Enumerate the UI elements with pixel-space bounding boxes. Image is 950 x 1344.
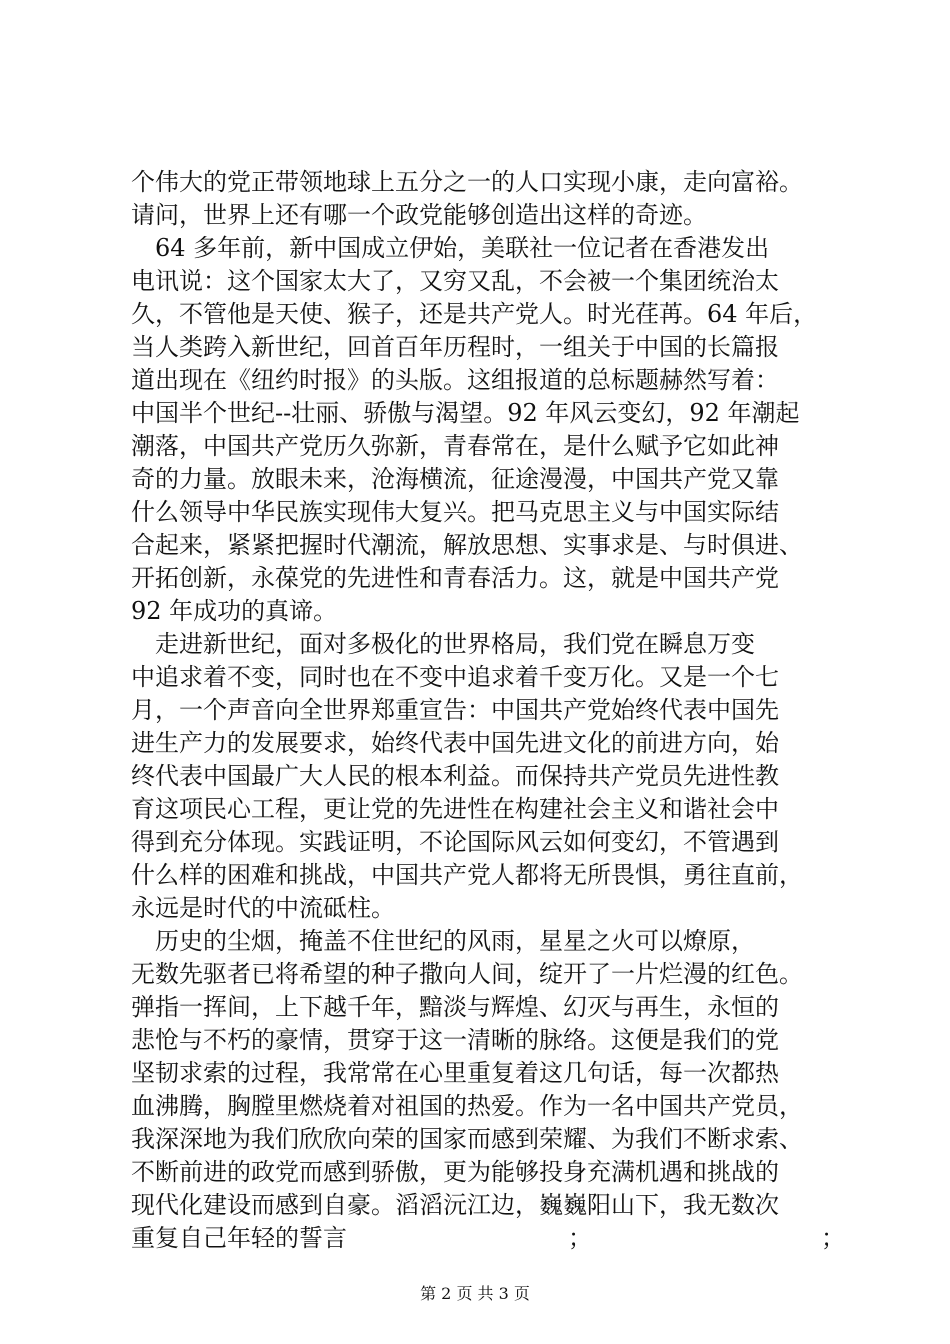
text-line: 开拓创新，永葆党的先进性和青春活力。这，就是中国共产党: [131, 564, 779, 592]
text-line: 现代化建设而感到自豪。滔滔沅江边，巍巍阳山下，我无数次: [131, 1191, 779, 1219]
text-line: 得到充分体现。实践证明，不论国际风云如何变幻，不管遇到: [131, 828, 779, 856]
text-line: 道出现在《纽约时报》的头版。这组报道的总标题赫然写着：: [131, 366, 779, 394]
text-line: 月，一个声音向全世界郑重宣告：中国共产党始终代表中国先: [131, 696, 779, 724]
text-line: 请问，世界上还有哪一个政党能够创造出这样的奇迹。: [131, 201, 707, 229]
text-line: 奇的力量。放眼未来，沧海横流，征途漫漫，中国共产党又靠: [131, 465, 779, 493]
text-line: 电讯说：这个国家太大了，又穷又乱，不会被一个集团统治太: [131, 267, 779, 295]
page-footer: [0, 1284, 950, 1304]
last-text-line: [131, 1222, 845, 1255]
text-line: 走进新世纪，面对多极化的世界格局，我们党在瞬息万变: [131, 630, 755, 658]
page-number-label: 第 2 页 共 3 页: [420, 1284, 530, 1303]
text-line: 我深深地为我们欣欣向荣的国家而感到荣耀、为我们不断求索、: [131, 1125, 803, 1153]
text-line: 中国半个世纪--壮丽、骄傲与渴望。92 年风云变幻，92 年潮起: [131, 399, 800, 427]
text-line: 永远是时代的中流砥柱。: [131, 894, 395, 922]
text-line: 个伟大的党正带领地球上五分之一的人口实现小康，走向富裕。: [131, 168, 803, 196]
text-line: 不断前进的政党而感到骄傲，更为能够投身充满机遇和挑战的: [131, 1158, 779, 1186]
text-line: 久，不管他是天使、猴子，还是共产党人。时光荏苒。64 年后，: [131, 300, 818, 328]
semicolon-mark: ；: [821, 1224, 845, 1252]
text-line: 坚韧求索的过程，我常常在心里重复着这几句话，每一次都热: [131, 1059, 779, 1087]
text-line: 进生产力的发展要求，始终代表中国先进文化的前进方向，始: [131, 729, 779, 757]
text-line: 育这项民心工程，更让党的先进性在构建社会主义和谐社会中: [131, 795, 779, 823]
text-line: 无数先驱者已将希望的种子撒向人间，绽开了一片烂漫的红色。: [131, 960, 803, 988]
text-line: 历史的尘烟，掩盖不住世纪的风雨，星星之火可以燎原，: [131, 927, 755, 955]
text-line: 悲怆与不朽的豪情，贯穿于这一清晰的脉络。这便是我们的党: [131, 1026, 779, 1054]
text-line: 合起来，紧紧把握时代潮流，解放思想、实事求是、与时俱进、: [131, 531, 803, 559]
text-line: 弹指一挥间，上下越千年，黯淡与辉煌、幻灭与再生，永恒的: [131, 993, 779, 1021]
text-line: 血沸腾，胸膛里燃烧着对祖国的热爱。作为一名中国共产党员，: [131, 1092, 803, 1120]
last-line-text: 重复自己年轻的誓言: [131, 1224, 347, 1252]
text-line: 什么领导中华民族实现伟大复兴。把马克思主义与中国实际结: [131, 498, 779, 526]
body-text: [131, 166, 845, 1255]
text-line: 潮落，中国共产党历久弥新，青春常在，是什么赋予它如此神: [131, 432, 779, 460]
text-line: 92 年成功的真谛。: [131, 597, 338, 625]
text-line: 中追求着不变，同时也在不变中追求着千变万化。又是一个七: [131, 663, 779, 691]
semicolon-mark: ；: [568, 1224, 592, 1252]
text-line: 64 多年前，新中国成立伊始，美联社一位记者在香港发出: [131, 234, 770, 262]
text-line: 当人类跨入新世纪，回首百年历程时，一组关于中国的长篇报: [131, 333, 779, 361]
text-line: 什么样的困难和挑战，中国共产党人都将无所畏惧，勇往直前，: [131, 861, 803, 889]
text-line: 终代表中国最广大人民的根本利益。而保持共产党员先进性教: [131, 762, 779, 790]
